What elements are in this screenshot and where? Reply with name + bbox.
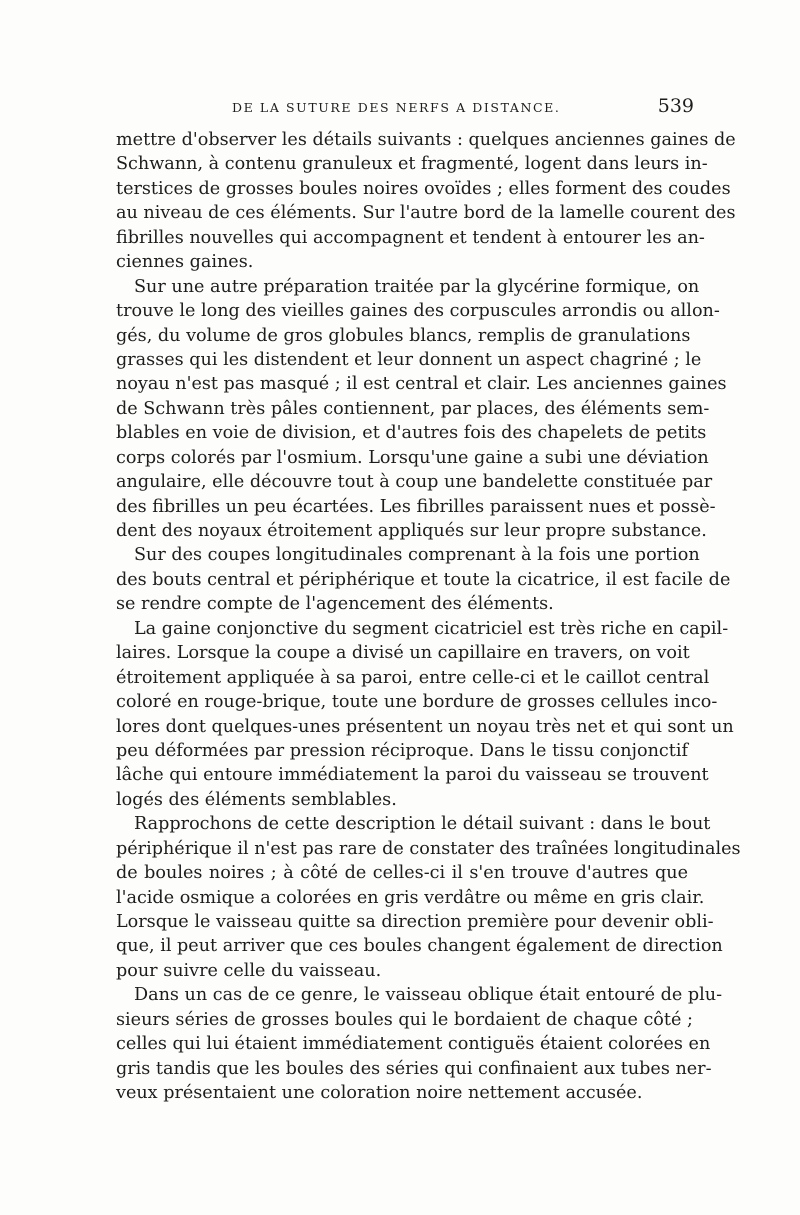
text-line: au niveau de ces éléments. Sur l'autre bord de la lamelle courent des <box>116 203 736 224</box>
paragraph <box>116 812 741 983</box>
text-line: lores dont quelques-unes présentent un noyau très net et qui sont un <box>116 716 734 737</box>
text-line: Rapprochons de cette description le détail suivant : dans le bout <box>134 814 711 835</box>
text-line: peu déformées par pression réciproque. Dans le tissu conjonctif <box>116 740 688 761</box>
text-line: dent des noyaux étroitement appliqués sur leur propre substance. <box>116 521 707 541</box>
text-line: La gaine conjonctive du segment cicatriciel est très riche en capil- <box>134 618 729 639</box>
text-line: périphérique il n'est pas rare de constater des traînées longitudinales <box>116 838 741 859</box>
text-line: celles qui lui étaient immédiatement contiguës étaient colorées en <box>116 1034 711 1055</box>
text-line: fibrilles nouvelles qui accompagnent et tendent à entourer les an- <box>116 227 705 248</box>
text-line: lâche qui entoure immédiatement la paroi du vaisseau se trouvent <box>116 765 709 786</box>
text-line: se rendre compte de l'agencement des éléments. <box>116 594 554 615</box>
text-line: de boules noires ; à côté de celles-ci il s'en trouve d'autres que <box>116 863 688 884</box>
text-line: que, il peut arriver que ces boules changent également de direction <box>116 936 723 957</box>
text-line: logés des éléments semblables. <box>116 789 397 810</box>
text-line: de Schwann très pâles contiennent, par places, des éléments sem- <box>116 398 710 419</box>
paragraph <box>116 275 727 544</box>
running-title: DE LA SUTURE DES NERFS A DISTANCE. <box>232 100 561 115</box>
body-text <box>116 128 741 1106</box>
text-line: Lorsque le vaisseau quitte sa direction première pour devenir obli- <box>116 912 714 932</box>
text-line: coloré en rouge-brique, toute une bordure de grosses cellules inco- <box>116 692 718 713</box>
text-line: trouve le long des vieilles gaines des corpuscules arrondis ou allon- <box>116 301 720 322</box>
running-header <box>112 95 694 120</box>
paragraph <box>116 617 734 813</box>
text-line: angulaire, elle découvre tout à coup une bandelette constituée par <box>116 472 713 493</box>
text-line: laires. Lorsque la coupe a divisé un capillaire en travers, on voit <box>116 643 690 664</box>
paragraph <box>116 543 731 616</box>
text-line: Schwann, à contenu granuleux et fragmenté, logent dans leurs in- <box>116 154 708 175</box>
text-line: gris tandis que les boules des séries qui confinaient aux tubes ner- <box>116 1058 712 1079</box>
page-number: 539 <box>657 95 694 117</box>
text-line: des bouts central et périphérique et toute la cicatrice, il est facile de <box>116 569 731 590</box>
text-line: ciennes gaines. <box>116 252 254 273</box>
paragraph <box>116 983 723 1105</box>
text-line: étroitement appliquée à sa paroi, entre celle-ci et le caillot central <box>116 667 710 688</box>
text-line: blables en voie de division, et d'autres fois des chapelets de petits <box>116 423 707 444</box>
text-line: veux présentaient une coloration noire nettement accusée. <box>116 1083 643 1104</box>
text-line: sieurs séries de grosses boules qui le bordaient de chaque côté ; <box>116 1009 693 1030</box>
text-line: Sur une autre préparation traitée par la glycérine formique, on <box>134 276 700 297</box>
text-line: l'acide osmique a colorées en gris verdâtre ou même en gris clair. <box>116 887 705 908</box>
text-line: pour suivre celle du vaisseau. <box>116 960 382 981</box>
text-line: Dans un cas de ce genre, le vaisseau oblique était entouré de plu- <box>134 985 723 1006</box>
text-line: gés, du volume de gros globules blancs, remplis de granulations <box>116 325 691 346</box>
text-line: Sur des coupes longitudinales comprenant à la fois une portion <box>134 545 700 566</box>
text-line: des fibrilles un peu écartées. Les fibrilles paraissent nues et possè- <box>116 496 716 517</box>
text-line: noyau n'est pas masqué ; il est central et clair. Les anciennes gaines <box>116 374 727 395</box>
text-line: mettre d'observer les détails suivants : quelques anciennes gaines de <box>116 130 736 150</box>
text-line: grasses qui les distendent et leur donnent un aspect chagriné ; le <box>116 349 702 370</box>
text-line: corps colorés par l'osmium. Lorsqu'une gaine a subi une déviation <box>116 447 709 468</box>
paragraph <box>116 128 736 275</box>
text-line: terstices de grosses boules noires ovoïdes ; elles forment des coudes <box>116 178 731 199</box>
